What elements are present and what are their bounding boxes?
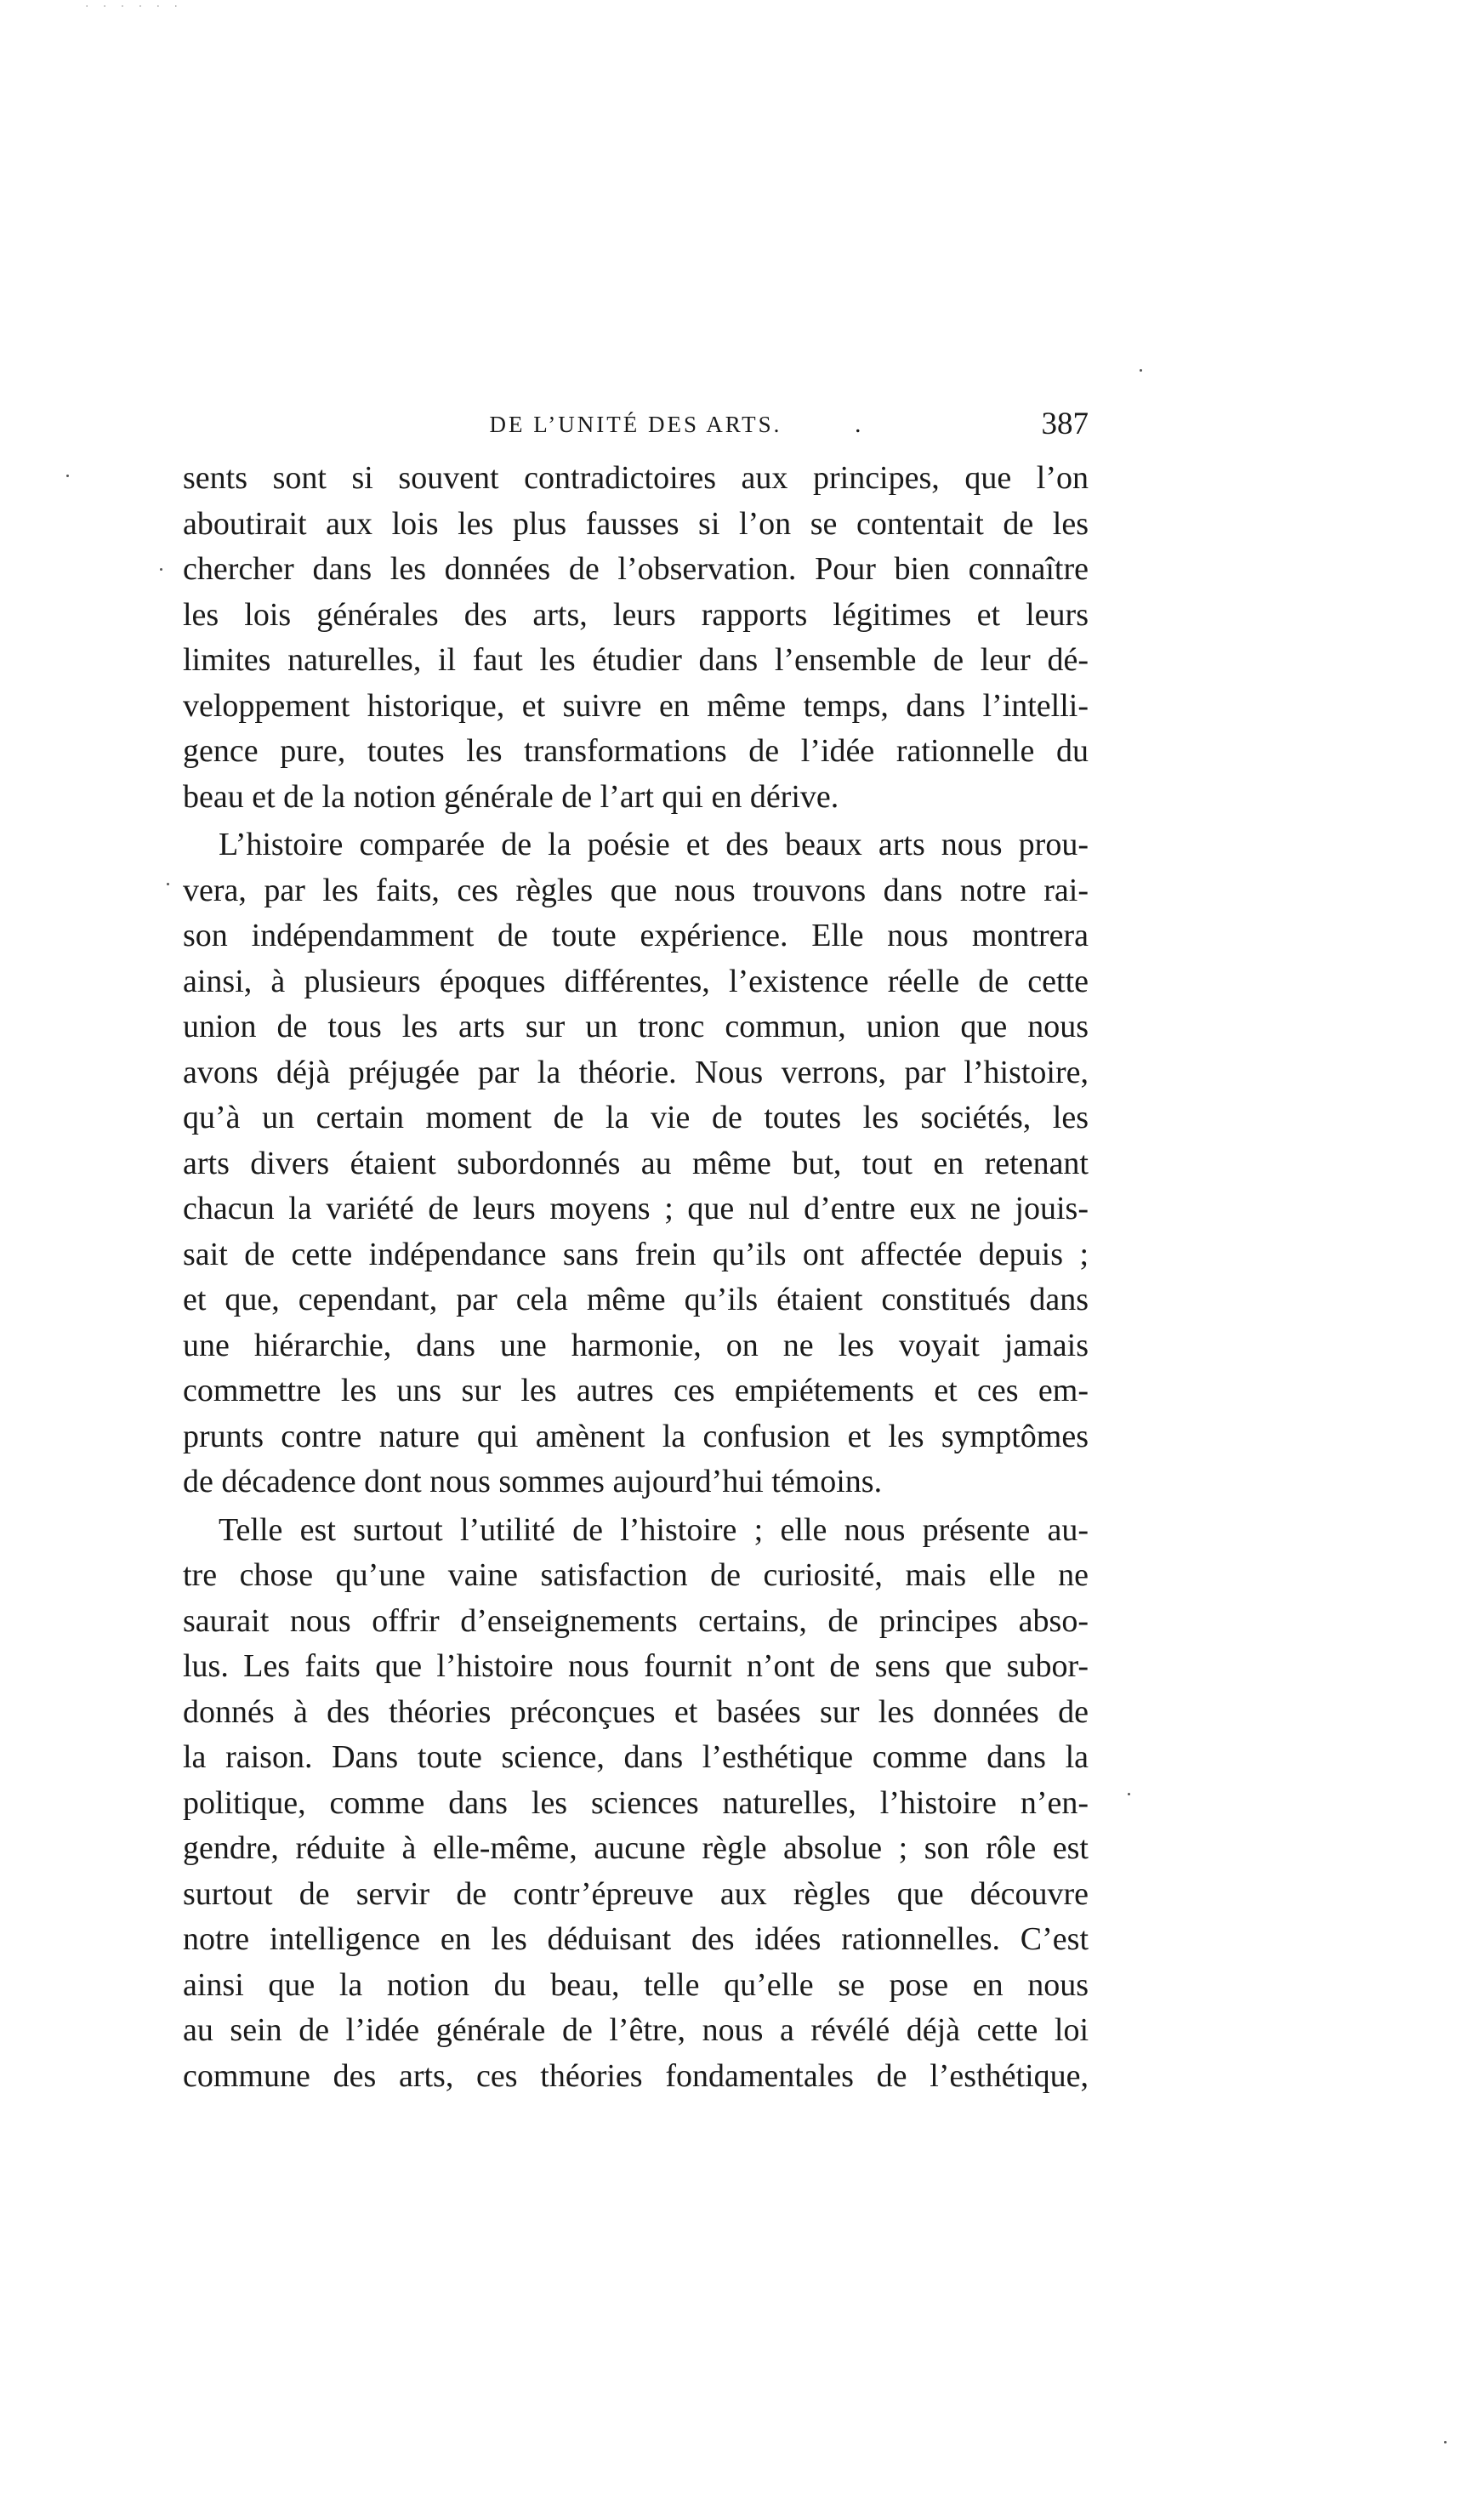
paragraph [183, 822, 1089, 1505]
paragraph [183, 456, 1089, 820]
running-head [183, 403, 1089, 446]
text-line: aboutirait aux lois les plus fausses si l’on se contentait de les [183, 505, 1089, 542]
text-line: gence pure, toutes les transformations de l’idée rationnelle du [183, 733, 1089, 769]
text-line: L’histoire comparée de la poésie et des beaux arts nous prou- [219, 827, 1089, 862]
text-line: politique, comme dans les sciences naturelles, l’histoire n’en- [183, 1784, 1089, 1821]
text-line: gendre, réduite à elle-même, aucune règle absolue ; son rôle est [183, 1830, 1089, 1866]
paragraph [183, 1508, 1089, 2100]
text-line: union de tous les arts sur un tronc commun, union que nous [183, 1009, 1089, 1044]
text-line: prunts contre nature qui amènent la confusion et les symptômes [183, 1418, 1089, 1454]
margin-speck [66, 475, 69, 477]
text-line: Telle est surtout l’utilité de l’histoire ; elle nous présente au- [219, 1511, 1089, 1548]
text-line: qu’à un certain moment de la vie de toutes les sociétés, les [183, 1100, 1089, 1135]
text-line: les lois générales des arts, leurs rapports légitimes et leurs [183, 596, 1089, 633]
text-line: et que, cependant, par cela même qu’ils étaient constitués dans [183, 1282, 1089, 1317]
text-line: lus. Les faits que l’histoire nous fournit n’ont de sens que subor- [183, 1648, 1089, 1684]
text-line: surtout de servir de contr’épreuve aux règles que découvre [183, 1875, 1089, 1912]
print-specks: · · · · · · [85, 0, 183, 14]
text-line: limites naturelles, il faut les étudier dans l’ensemble de leur dé- [183, 642, 1089, 678]
text-line: commune des arts, ces théories fondamentales de l’esthétique, [183, 2057, 1089, 2094]
text-line: saurait nous offrir d’enseignements certains, de principes abso- [183, 1602, 1089, 1639]
text-line: tre chose qu’une vaine satisfaction de curiosité, mais elle ne [183, 1557, 1089, 1593]
text-line: la raison. Dans toute science, dans l’esthétique comme dans la [183, 1739, 1089, 1775]
body-text [183, 456, 1089, 2099]
text-line: une hiérarchie, dans une harmonie, on ne les voyait jamais [183, 1327, 1089, 1363]
text-line: vera, par les faits, ces règles que nous trouvons dans notre rai- [183, 872, 1089, 908]
text-line: notre intelligence en les déduisant des idées rationnelles. C’est [183, 1921, 1089, 1957]
margin-speck [1444, 2441, 1447, 2443]
text-line: son indépendamment de toute expérience. Elle nous montrera [183, 918, 1089, 953]
text-line: commettre les uns sur les autres ces empiétements et ces em- [183, 1373, 1089, 1408]
text-line: sents sont si souvent contradictoires aux principes, que l’on [183, 460, 1089, 496]
text-line: arts divers étaient subordonnés au même but, tout en retenant [183, 1145, 1089, 1181]
margin-speck [1128, 1793, 1130, 1795]
margin-speck [1140, 369, 1142, 372]
text-line: donnés à des théories préconçues et basées sur les données de [183, 1693, 1089, 1730]
text-line: chacun la variété de leurs moyens ; que nul d’entre eux ne jouis- [183, 1191, 1089, 1226]
text-line: au sein de l’idée générale de l’être, nous a révélé déjà cette loi [183, 2012, 1089, 2048]
margin-speck [160, 568, 162, 571]
text-line: de décadence dont nous sommes aujourd’hui témoins. [183, 1464, 883, 1499]
text-line: beau et de la notion générale de l’art qui en dérive. [183, 778, 839, 815]
text-line: ainsi, à plusieurs époques différentes, l’existence réelle de cette [183, 963, 1089, 999]
text-line: avons déjà préjugée par la théorie. Nous verrons, par l’histoire, [183, 1054, 1089, 1090]
text-line: chercher dans les données de l’observation. Pour bien connaître [183, 551, 1089, 587]
text-line: veloppement historique, et suivre en même temps, dans l’intelli- [183, 687, 1089, 724]
running-title: DE L’UNITÉ DES ARTS. [489, 412, 782, 437]
text-line: ainsi que la notion du beau, telle qu’elle se pose en nous [183, 1966, 1089, 2003]
margin-speck [167, 883, 169, 885]
page-number: 387 [1041, 407, 1089, 441]
running-head-mark: . [855, 410, 861, 438]
text-line: sait de cette indépendance sans frein qu’ils ont affectée depuis ; [183, 1236, 1089, 1272]
